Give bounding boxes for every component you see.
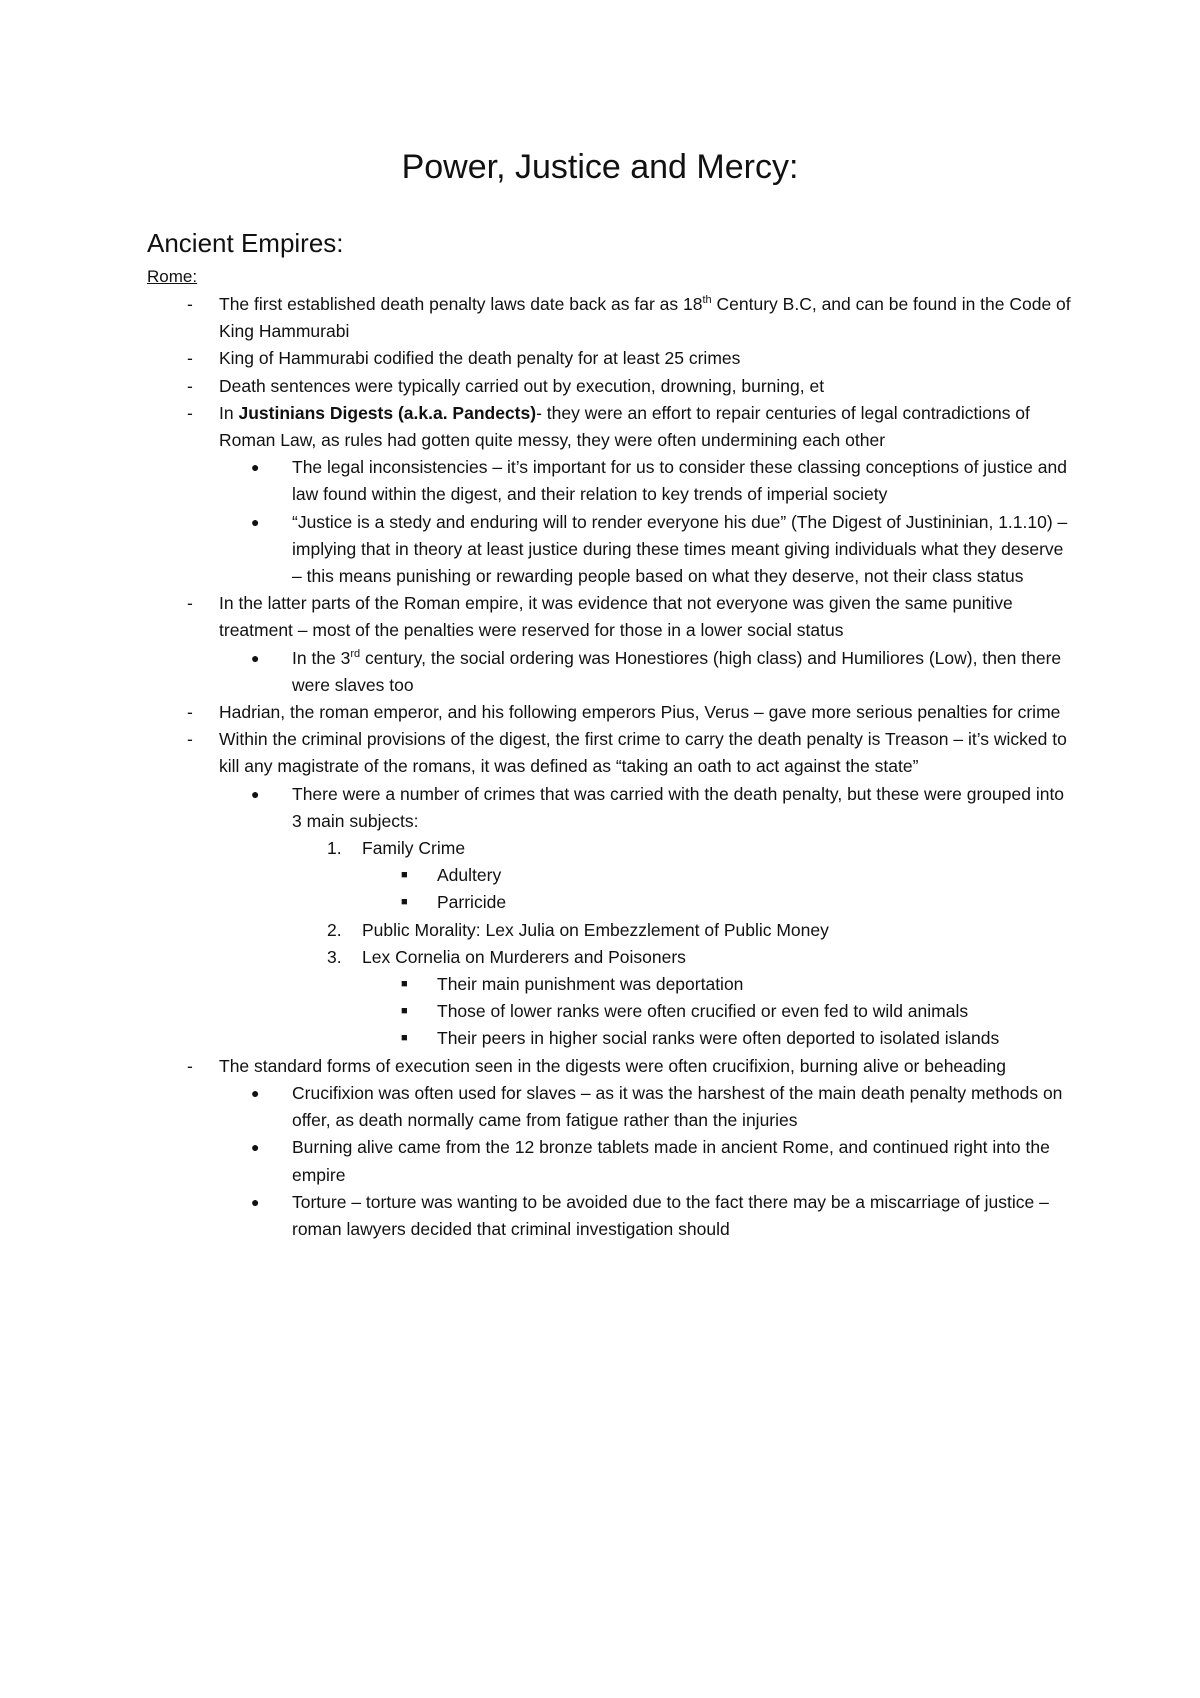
- superscript: rd: [350, 647, 361, 660]
- square-marker: ■: [401, 1005, 408, 1018]
- item-text: Century B.C, and can be found in the Code of King Hammurabi: [219, 294, 1071, 342]
- list-item: [147, 373, 1077, 400]
- list-item: [147, 835, 1077, 862]
- bullet-marker: ●: [251, 1084, 260, 1101]
- list-item: [147, 726, 1077, 780]
- bold-text: Justinians Digests (a.k.a. Pandects): [238, 402, 537, 423]
- square-marker: ■: [401, 1032, 408, 1045]
- item-text: Public Morality: Lex Julia on Embezzlement of Public Money: [362, 919, 829, 940]
- subsection-heading: Rome:: [147, 267, 198, 286]
- list-item: [147, 781, 1077, 835]
- list-item: [147, 971, 1077, 998]
- superscript: th: [702, 294, 712, 307]
- item-text: Torture – torture was wanting to be avoided due to the fact there may be a miscarriage of justice – roman lawyers decided that criminal investigation should: [292, 1191, 1049, 1239]
- bullet-marker: ●: [251, 1193, 260, 1210]
- list-item: [147, 862, 1077, 889]
- list-item: [147, 699, 1077, 726]
- dash-marker: -: [187, 1055, 193, 1076]
- item-text: Those of lower ranks were often crucified or even fed to wild animals: [437, 1001, 969, 1022]
- item-text: There were a number of crimes that was carried with the death penalty, but these were grouped into 3 main subjects:: [292, 783, 1065, 831]
- list-item: [147, 645, 1077, 699]
- dash-marker: -: [187, 402, 193, 423]
- dash-marker: -: [187, 702, 193, 723]
- item-text: Adultery: [437, 865, 502, 886]
- dash-marker: -: [187, 593, 193, 614]
- item-text: King of Hammurabi codified the death penalty for at least 25 crimes: [219, 348, 741, 369]
- list-item: [147, 400, 1077, 454]
- dash-marker: -: [187, 294, 193, 314]
- list-item: [147, 454, 1077, 508]
- item-text: “Justice is a stedy and enduring will to render everyone his due” (The Digest of Justininian, 1.1.10) – implying that in theory at least justice during these times meant giving individuals what they deserve – this means punishing or rewarding people based on what they deserve, not their class status: [292, 511, 1068, 587]
- item-text: century, the social ordering was Honestiores (high class) and Humiliores (Low), then there were slaves too: [292, 647, 1062, 695]
- item-text: Their peers in higher social ranks were often deported to isolated islands: [437, 1028, 1000, 1049]
- item-text: The first established death penalty laws date back as far as 18: [219, 294, 703, 314]
- list-item: [147, 509, 1077, 591]
- bullet-marker: ●: [251, 513, 260, 530]
- bullet-marker: ●: [251, 785, 260, 802]
- list-item: [147, 1134, 1077, 1188]
- number-marker: 1.: [327, 838, 342, 859]
- list-item: [147, 1189, 1077, 1243]
- square-marker: ■: [401, 978, 408, 991]
- item-text: The standard forms of execution seen in the digests were often crucifixion, burning alive or beheading: [219, 1055, 1006, 1076]
- list-item: [147, 345, 1077, 372]
- bullet-marker: ●: [251, 1139, 260, 1156]
- bullet-marker: ●: [251, 459, 260, 476]
- list-item: [147, 1025, 1077, 1052]
- item-text: Burning alive came from the 12 bronze tablets made in ancient Rome, and continued right into the empire: [292, 1137, 1050, 1185]
- list-item: [147, 917, 1077, 944]
- list-item: [147, 889, 1077, 916]
- list-item: [147, 1080, 1077, 1134]
- item-text: Crucifixion was often used for slaves – as it was the harshest of the main death penalty methods on offer, as death normally came from fatigue rather than the injuries: [292, 1082, 1063, 1131]
- item-text: Hadrian, the roman emperor, and his following emperors Pius, Verus – gave more serious penalties for crime: [219, 702, 1061, 723]
- dash-marker: -: [187, 348, 193, 369]
- item-text: In the latter parts of the Roman empire, it was evidence that not everyone was given the same punitive treatment – most of the penalties were reserved for those in a lower social status: [219, 593, 1013, 641]
- number-marker: 2.: [327, 919, 342, 940]
- item-text: The legal inconsistencies – it’s important for us to consider these classing conceptions of justice and law found within the digest, and their relation to key trends of imperial society: [292, 457, 1067, 505]
- dash-marker: -: [187, 729, 193, 750]
- number-marker: 3.: [327, 946, 342, 967]
- notes-body: [147, 291, 1077, 1243]
- list-item: [147, 944, 1077, 971]
- item-text: Parricide: [437, 892, 507, 913]
- item-text: Within the criminal provisions of the digest, the first crime to carry the death penalty is Treason – it’s wicked to kill any magistrate of the romans, it was defined as “taking an oath to act against the state”: [219, 729, 1067, 777]
- item-text: Their main punishment was deportation: [437, 974, 744, 995]
- square-marker: ■: [401, 869, 408, 882]
- list-item: [147, 590, 1077, 644]
- bullet-marker: ●: [251, 649, 260, 666]
- document-title: Power, Justice and Mercy:: [401, 148, 799, 186]
- dash-marker: -: [187, 375, 193, 396]
- section-heading: Ancient Empires:: [147, 228, 344, 258]
- item-text: Lex Cornelia on Murderers and Poisoners: [362, 946, 686, 967]
- list-item: [147, 291, 1077, 345]
- list-item: [147, 1053, 1077, 1080]
- square-marker: ■: [401, 896, 408, 909]
- item-text: Death sentences were typically carried out by execution, drowning, burning, et: [219, 375, 825, 396]
- item-text: Family Crime: [362, 838, 466, 859]
- item-text: - they were an effort to repair centuries of legal contradictions of Roman Law, as rules had gotten quite messy, they were often undermining each other: [219, 402, 1030, 451]
- list-item: [147, 998, 1077, 1025]
- item-text: In the 3: [292, 647, 351, 668]
- item-text: In: [219, 402, 239, 423]
